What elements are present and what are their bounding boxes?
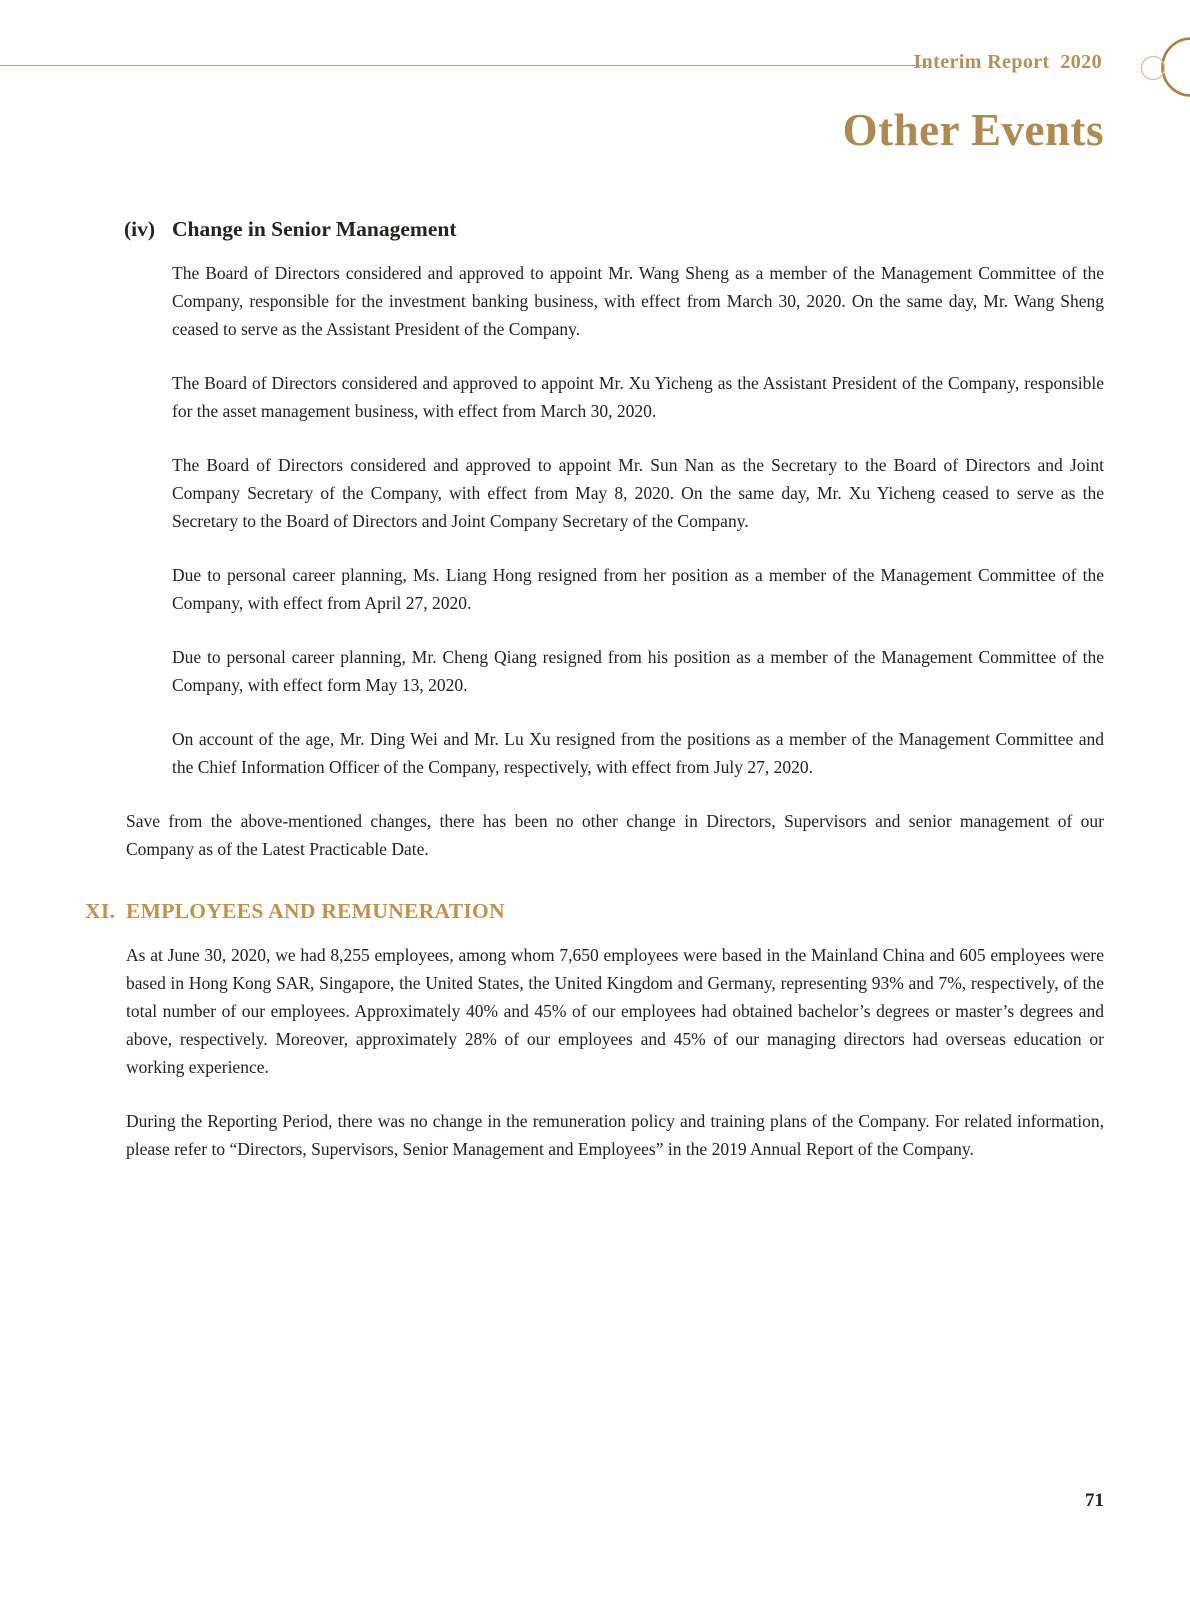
section-xi-heading <box>85 895 1104 927</box>
paragraph-cheng-qiang: Due to personal career planning, Mr. Cheng Qiang resigned from his position as a member of the Management Committee of the Company, with effect form May 13, 2020. <box>172 647 1104 695</box>
section-iv-heading <box>85 214 1104 244</box>
decorative-circles-icon <box>1130 25 1190 115</box>
section-xi-number: XI. <box>85 899 116 923</box>
paragraph-wang-sheng: The Board of Directors considered and approved to appoint Mr. Wang Sheng as a member of the Management Committee of the Company, responsible for the investment banking business, with effect from March 30, 2020. On the same day, Mr. Wang Sheng ceased to serve as the Assistant President of the Company. <box>172 263 1104 339</box>
header-rule-line <box>0 65 928 66</box>
section-xi-body <box>85 941 1104 1163</box>
paragraph-remuneration-policy: During the Reporting Period, there was no change in the remuneration policy and training plans of the Company. For related information, please refer to “Directors, Supervisors, Senior Management and Employees” in the 2019 Annual Report of the Company. <box>126 1111 1104 1159</box>
section-iv-body <box>85 259 1104 781</box>
section-iv-closing <box>85 807 1104 863</box>
paragraph-sun-nan: The Board of Directors considered and approved to appoint Mr. Sun Nan as the Secretary to the Board of Directors and Joint Company Secretary of the Company, with effect from May 8, 2020. On the same day, Mr. Xu Yicheng ceased to serve as the Secretary to the Board of Directors and Joint Company Secretary of the Company. <box>172 455 1104 531</box>
header-report-label: Interim Report 2020 <box>913 51 1102 73</box>
section-iv-heading-label: Change in Senior Management <box>172 217 457 241</box>
page-title: Other Events <box>842 105 1104 155</box>
paragraph-xu-yicheng: The Board of Directors considered and approved to appoint Mr. Xu Yicheng as the Assistant President of the Company, responsible for the asset management business, with effect from March 30, 2020. <box>172 373 1104 421</box>
paragraph-liang-hong: Due to personal career planning, Ms. Liang Hong resigned from her position as a member of the Management Committee of the Company, with effect from April 27, 2020. <box>172 565 1104 613</box>
section-xi-heading-label: EMPLOYEES AND REMUNERATION <box>126 899 505 923</box>
paragraph-employee-stats: As at June 30, 2020, we had 8,255 employees, among whom 7,650 employees were based in the Mainland China and 605 employees were based in Hong Kong SAR, Singapore, the United States, the United Kingdom and Germany, representing 93% and 7%, respectively, of the total number of our employees. Approximately 40% and 45% of our employees had obtained bachelor’s degrees or master’s degrees and above, respectively. Moreover, approximately 28% of our employees and 45% of our managing directors had overseas education or working experience. <box>126 945 1104 1077</box>
main-content <box>85 214 1104 1189</box>
paragraph-ding-wei-lu-xu: On account of the age, Mr. Ding Wei and Mr. Lu Xu resigned from the positions as a member of the Management Committee and the Chief Information Officer of the Company, respectively, with effect from July 27, 2020. <box>172 729 1104 777</box>
section-iv-number: (iv) <box>124 217 156 241</box>
paragraph-save-from-changes: Save from the above-mentioned changes, there has been no other change in Directors, Supervisors and senior management of our Company as of the Latest Practicable Date. <box>126 811 1104 859</box>
page-number: 71 <box>1085 1490 1104 1511</box>
